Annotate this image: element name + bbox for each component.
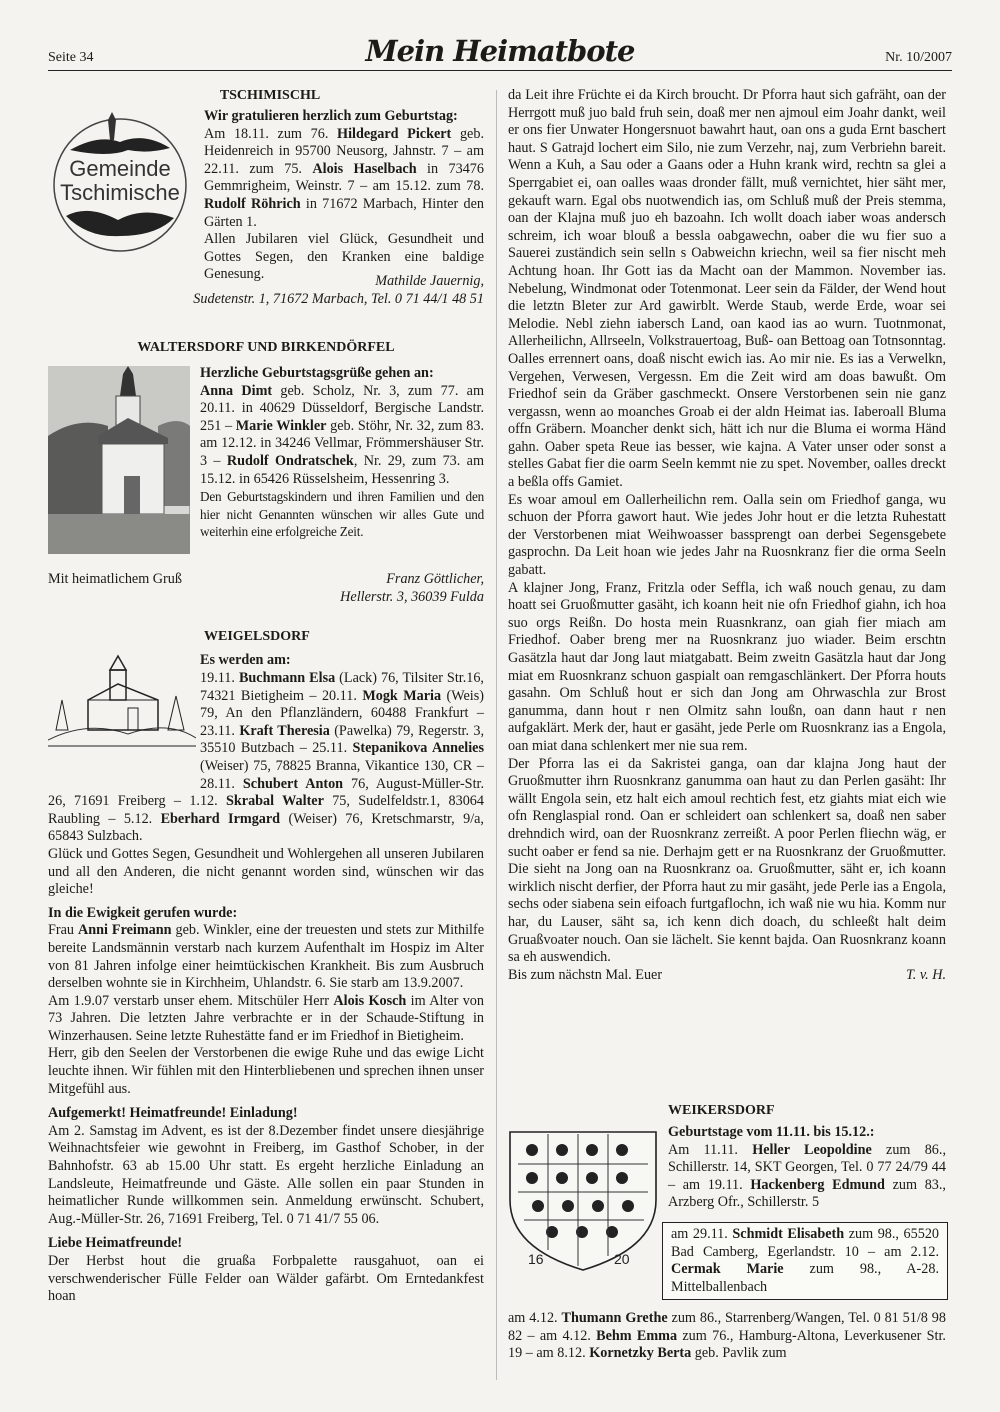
story-closing: Bis zum nächstn Mal. Euer T. v. H. [508,966,946,983]
column-divider [496,90,497,1380]
weikersdorf-birthdays: Am 11.11. Heller Leopoldine zum 86., Schillerstr. 14, SKT Georgen, Tel. 0 77 24/79 44 – am 19.11. Hackenberg Edmund zum 83., Arzberg Ofr., Schillerstr. 5 [668,1141,946,1211]
weikersdorf-section [668,1124,946,1212]
weigelsdorf-heading: WEIGELSDORF [204,629,310,644]
dear-friends-text: Der Herbst hout die gruaßa Forbpalette rausgahuot, oan ei verschwenderischer Fülle Felder oan Wälder gafärbt. Om Erntedankfest hoan [48,1253,484,1305]
tschimischl-section [204,108,484,284]
eternity-heading: In die Ewigkeit gerufen wurde: [48,904,238,921]
waltersdorf-subheading: Herzliche Geburtstagsgrüße gehen an: [200,365,434,381]
tschimischl-wishes: Allen Jubilaren viel Glück, Gesundheit und Gottes Segen, den Kranken eine baldige Genesung. [204,231,484,283]
story-author: T. v. H. [905,966,946,983]
invitation-text: Am 2. Samstag im Advent, es ist der 8.Dezember findet unsere diesjährige Weihnachtsfeier wie gewohnt in Freiberg, im Gasthof Schober, in der Bahnhofstr. 63 ab 15.00 Uhr statt. Es ergeht herzliche Einladung an Landsleute, Heimatfreunde und Gäste. Alle sollen ein paar Stunden in heimatlicher Runde willkommen sein. Anmeldung erwünscht. Schubert, Aug.-Müller-Str. 26, 71691 Freiberg, Tel. 0 71 41/7 55 06. [48,1122,484,1227]
story-paragraph-4: Der Pforra las ei da Sakristei ganga, oan dar klajna Jong haut der Gruoßmutter ihrn Ruosnkranz ganumma oan haut zu dan Perlen gasäht: Ihr wällt Engola sein, etz halt eich amoul rechtich fest, etz giahts miat eich wie ofn Renglaspial rond. Oan er schleidert oan schlenkert sa, doaß nen saber drehndich wird, oan der Ruosnkranz zerreißt. A poor Perlen fliechn wäg, er sucht oaber er fend sa nie. Derhajm gett er na Ruosnkranz der Gruoßmutter. Die sieht na Jong oan na Ruosnkranz oa. Gruoßmutter, säht er, ich koann wirklich nischt derfier, der Pforra haut zu mir gasäht, jede Perle ias a Engola, sechs oder siabena sein eifoach furtgaflochn, ich waß nie wu hia. Komm nur har, du Lauser, säht sa, ich kenn dich doach, du schleeßt halt deim Gruaßvoater nouch. Oan sie lächelt. Sie kennt bajda. Oan Ruosnkranz koann sa eh auswendich. [508,755,946,966]
weikersdorf-highlight-box: am 29.11. Schmidt Elisabeth zum 98., 65520 Bad Camberg, Egerlandstr. 10 – am 2.12. Cermak Marie zum 98., A-28. Mittelballenbach [662,1222,948,1300]
tschimischl-subheading: Wir gratulieren herzlich zum Geburtstag: [204,108,458,124]
waltersdorf-section [200,365,484,540]
obituary-freimann: Frau Anni Freimann geb. Winkler, eine der treuesten und stets zur Mithilfe bereite Landsmännin verstarb nach kurzem Aufenthalt im Hospiz im Alter von 81 Jahren infolge einer heimtückischen Krankheit. Bis zum Ausbruch derselben wohnte sie in Kirchheim, Uhlandstr. 6. Sie starb am 13.9.2007. [48,922,484,992]
waltersdorf-signature-1: Franz Göttlicher, [386,571,484,587]
dear-friends-heading: Liebe Heimatfreunde! [48,1235,183,1252]
municipality-logo [48,112,192,258]
story-paragraph-1: da Leit ihre Früchte ei da Kirch broucht. Dr Pforra haut sich gafräht, oan der Herrgott muß juo bald fruh sein, doaß mer nen ajmoul eim Joahr dankt, weil er ons fier Unwater Hongersnuot bawahrt haut, oan ons a guda Ernt baschert haut. S Gatrajd lochert eim Silo, nie zum Verzehr, naj, zum Verbriehn bareit. Wenn a Kuh, a Sau oder a Gaans oder a Huhn krank wird, rechtn sa glei a Sperrgabiet ei, oan oalles waas dronder fällt, muß vernichtet, hier säht mer, gekauft warn. Egal obs nuotwendich ias, om Schluß muß der Preis stemma, oan der Klajna muß juo eh bazoahn. Ich wollt doach iaber woas andersch schreim, ich woar blouß a bessla oabgawechn, oaber die wu fier suo a Sauerei zuständich sein selln s Oabweichn kriechn, weil sa fier nischt meh Achtung hoan. Ihr Gott ias da Macht oan der Mammon. November ias. Nebelung, Windmonat oder Totenmonat. Leer sein da Fälder, der Wend hout die letztn Bleter zur Ard gawirblt. Werde Staub, werde Erde, woar sei Melodie. Nebl ziehn iabersch Land, oan kaod ias ao wurn. Tuotnmonat, Allerheilichn, Allrseeln, Volkstrauertoag, Buß- oan Bettoag oan Totnsonntag. Oalles errennert oans, doaß nischt ewich ias. Ao mir nie. Es ias a Verwelkn, Vergehen, Verwesen, Vergessn. Em die Zeit wird am doas bawußt. Om Friedhof sein da Gräber gaschmeckt. Onsere Verstorbenen sein nie ganz vergassn, wenn ao moanches Groab ei der aldn Heimat ias. Iaberoall Bluma offn Gräbern. Moancher denkt sich, hätt ich nur die Bluma ei worma Händ gahn. Oaber speta Reue ias besser, wie kajna. A Vater unser oder sonst a stelles Gabat fier die oarm Seeln kemmt nie zu spet. November, oalles dreckt a beßla offs Gamiet. [508,87,946,491]
logo-text-line1: Gemeinde [69,156,171,181]
shield-year-left: 16 [528,1251,544,1267]
waltersdorf-birthdays: Anna Dimt geb. Scholz, Nr. 3, zum 77. am 20.11. in 40629 Düsseldorf, Bergische Landstr. 251 – Marie Winkler geb. Stöhr, Nr. 32, zum 83. am 12.12. in 34246 Vellmar, Frömmershäuser Str. 3 – Rudolf Ondratschek, Nr. 29, zum 73. am 15.12. in 65426 Rüsselsheim, Hessenring 3. [200,382,485,487]
weikersdorf-subheading: Geburtstage vom 11.11. bis 15.12.: [668,1124,875,1140]
chapel-photo [48,366,190,554]
issue-number: Nr. 10/2007 [885,50,952,65]
invitation-heading: Aufgemerkt! Heimatfreunde! Einladung! [48,1105,298,1122]
weikersdorf-coat-of-arms [508,1130,658,1274]
weikersdorf-heading: WEIKERSDORF [668,1103,775,1118]
newspaper-title: Mein Heimatbote [365,34,635,68]
condolence-text: Herr, gib den Seelen der Verstorbenen die ewige Ruhe und das ewige Licht leuchte ihnen. Wir fühlen mit den Hinterbliebenen und sprechen ihnen unser Mitgefühl aus. [48,1045,484,1097]
weigelsdorf-wishes: Glück und Gottes Segen, Gesundheit und Wohlergehen all unseren Jubilaren und all den Anderen, die nicht genannt worden sind, wünschen wir das gleiche! [48,845,484,898]
waltersdorf-wishes: Den Geburtstagskindern und ihren Familien und den hier nicht Genannten wünschen wir alles Gute und weiterhin eine erfolgreiche Zeit. [200,489,484,539]
waltersdorf-signature-2: Hellerstr. 3, 36039 Fulda [340,589,484,605]
dialect-story [508,87,946,984]
header-divider [48,70,952,71]
waltersdorf-heading: WALTERSDORF UND BIRKENDÖRFEL [137,340,395,355]
page-number: Seite 34 [48,50,94,65]
weikersdorf-birthdays-continued: am 4.12. Thumann Grethe zum 86., Starrenberg/Wangen, Tel. 0 81 51/8 98 82 – am 4.12. Behm Emma zum 76., Hamburg-Altona, Leverkusener Str. 19 – am 8.12. Kornetzky Berta geb. Pavlik zum [508,1310,946,1362]
tschimischl-heading: TSCHIMISCHL [219,88,321,103]
tschimischl-birthdays: Am 18.11. zum 76. Hildegard Pickert geb. Heidenreich in 95700 Neusorg, Jahnstr. 7 – am 22.11. zum 75. Alois Haselbach in 73476 Gemmrigheim, Weinstr. 7 – am 15.12. zum 78. Rudolf Röhrich in 71672 Marbach, Hinter den Gärten 1. [204,125,484,230]
weigelsdorf-subheading: Es werden am: [200,652,291,668]
waltersdorf-greeting: Mit heimatlichem Gruß [48,571,182,587]
tschimischl-signature-2: Sudetenstr. 1, 71672 Marbach, Tel. 0 71 44/1 48 51 [193,291,484,307]
weigelsdorf-birthdays: 19.11. Buchmann Elsa (Lack) 76, Tilsiter Str.16, 74321 Bietigheim – 20.11. Mogk Maria (Weis) 79, An den Pflanzländern, 60488 Frankfurt – 23.11. Kraft Theresia (Pawelka) 79, Regerstr. 3, 35510 Butzbach – 25.11. Stepanikova Annelies (Weiser) 75, 78825 Branna, Vikantice 130, CR – 28.11. Schubert Anton 76, August-Müller-Str. 26, 71691 Freiberg – 1.12. Skrabal Walter 75, Sudelfeldstr.1, 83064 Raubling – 5.12. Eberhard Irmgard (Weiser) 76, Kretschmarstr, 9/a, 65843 Sulzbach. Glück und Gottes Segen, Gesundheit und Wohlergehen all unseren Jubilaren und all den Anderen, die nicht genannt worden sind, wünschen wir das gleiche! In die Ewigkeit gerufen wurde: Frau Anni Freimann geb. Winkler, eine der treuesten und stets zur Mithilfe bereite Landsmännin verstarb nach kurzem Aufenthalt im Hospiz im Alter von 81 Jahren infolge einer heimtückischen Krankheit. Bis zum Ausbruch derselben wohnte sie in Kirchheim, Uhlandstr. 6. Sie starb am 13.9.2007. Am 1.9.07 verstarb unser ehem. Mitschüler Herr Alois Kosch im Alter von 73 Jahren. Die letzten Jahre verbrachte er in der Schaude-Stiftung in Winzerhausen. Seine letzte Ruhestätte fand er im Friedhof in Bietigheim. Herr, gib den Seelen der Verstorbenen die ewige Ruhe und das ewige Licht leuchte ihnen. Wir fühlen mit den Hinterbliebenen und sprechen ihnen unser Mitgefühl aus. Aufgemerkt! Heimatfreunde! Einladung! Am 2. Samstag im Advent, es ist der 8.Dezember findet unsere diesjährige Weihnachtsfeier wie gewohnt in Freiberg, im Gasthof Schober, in der Bahnhofstr. 63 ab 15.00 Uhr statt. Es ergeht herzliche Einladung an Landsleute, Heimatfreunde und Gäste. Alle sollen ein paar Stunden in heimatlicher Runde willkommen sein. Anmeldung erwünscht. Schubert, Aug.-Müller-Str. 26, 71691 Freiberg, Tel. 0 71 41/7 55 06. Liebe Heimatfreunde! Der Herbst hout die gruaßa Forbpalette rausgahuot, oan ei verschwenderischer Fülle Felder oan Wälder gafärbt. Om Erntedankfest hoan [48,670,484,1305]
logo-text-line2: Tschimische [60,180,180,205]
story-paragraph-2: Es woar amoul em Oallerheilichn rem. Oalla sein om Friedhof ganga, wu schuon der Pforra gawort haut. Wie jedes Johr hout er die letzta Ruhestatt der Verstorbenen miat Weihwoasser bassprengt oan derbei Segensgebete gasprochn. Da Leit hoan wie jedes Jahr na Ruosnkranz fier die orma Seeln gabatt. [508,491,946,579]
shield-year-right: 20 [614,1251,630,1267]
obituary-kosch: Am 1.9.07 verstarb unser ehem. Mitschüler Herr Alois Kosch im Alter von 73 Jahren. Die letzten Jahre verbrachte er in der Schaude-Stiftung in Winzerhausen. Seine letzte Ruhestätte fand er im Friedhof in Bietigheim. [48,992,484,1044]
story-paragraph-3: A klajner Jong, Franz, Fritzla oder Seffla, ich waß nouch genau, zu dam hoatt sei Gruoßmutter gasäht, ich koann heit nie ofn Friedhof giahn, ich hoa suo orgs Reißn. Do hosta mein Ruasnkranz, oan giah fier miach am Friedhof. Oaber breng mer na Ruosnkranz juo wiader. Beim erschtn Gasätzla haut dar Jong laut miatgabatt. Beim zweitn Gasätzla haut dar Jong miat em Ruosnkranz schuon gaspialt oan remgaschlänkert. Der Pforra houts gasahn. Om Schluß hout er sich dan Jong am Ohrwaschla zur Brost ganumma, dann hout r nen Olmitz sahn loußn, oan dann haut r nen aufgaklärt. Merk der, haut er gasäht, jede Perle om Ruosnkranz ias a Engola, oan miat dana schlenkert mer nie sua rem. [508,579,946,754]
tschimischl-signature-1: Mathilde Jauernig, [375,273,484,289]
